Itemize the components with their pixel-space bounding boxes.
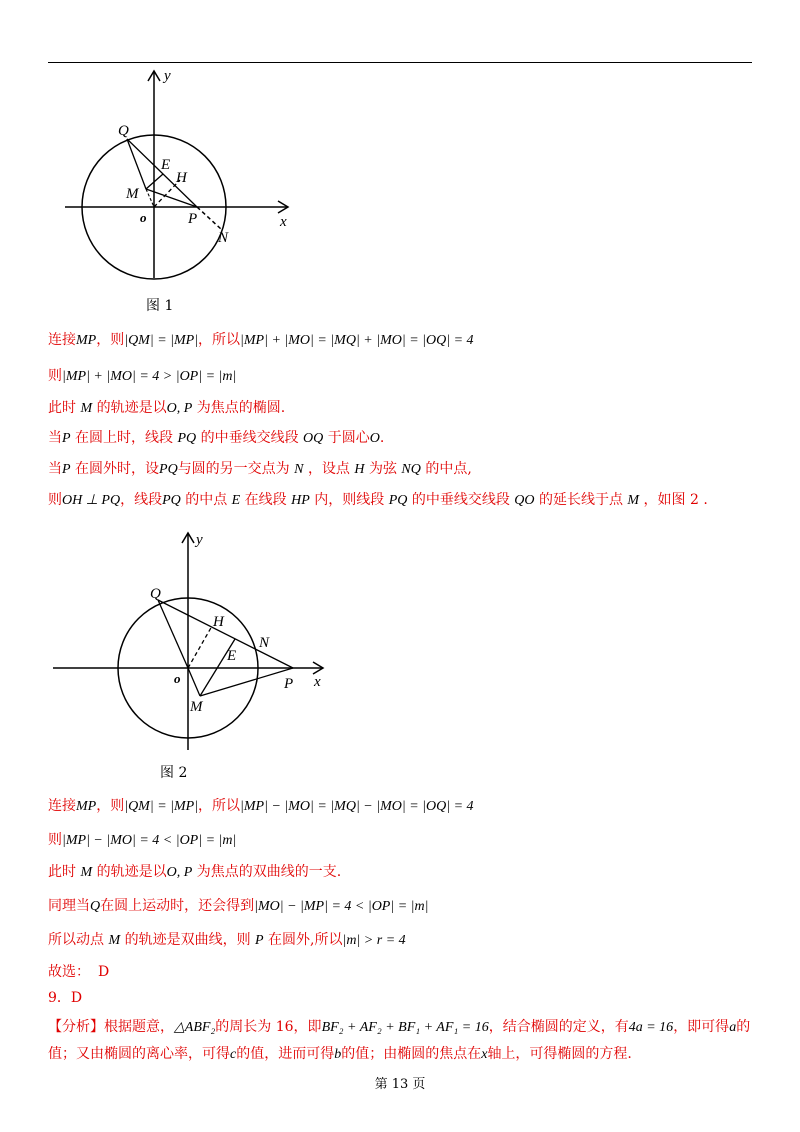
figure-2-caption: 图 2	[160, 765, 188, 781]
label-e: E	[227, 648, 237, 664]
label-p: P	[284, 676, 294, 692]
figure-2	[50, 528, 340, 753]
b2-line-4: 同理当Q在圆上运动时，还会得到|MO| − |MP| = 4 < |OP| = |m|	[48, 898, 429, 914]
segment-qo	[158, 600, 188, 668]
label-n: N	[259, 635, 270, 651]
b2-line-5: 所以动点 M 的轨迹是双曲线，则 P 在圆外,所以|m| > r = 4	[48, 932, 406, 948]
label-o: o	[140, 210, 147, 225]
segment-oh	[188, 626, 212, 668]
segment-qm	[127, 139, 146, 189]
segment-om	[188, 668, 200, 696]
b1-line-2: 则|MP| + |MO| = 4 > |OP| = |m|	[48, 368, 237, 384]
figure-1-diagram	[60, 66, 300, 286]
label-q: Q	[118, 123, 129, 139]
b1-line-4: 当P 在圆上时，线段 PQ 的中垂线交线段 OQ 于圆心O.	[48, 430, 385, 446]
label-h: H	[176, 170, 187, 186]
b1-line-1: 连接MP，则|QM| = |MP|，所以|MP| + |MO| = |MQ| + |MO| = |OQ| = 4	[48, 332, 474, 348]
page-number: 第 13 页	[374, 1077, 426, 1092]
b2-answer: 故选： D	[48, 964, 110, 980]
segment-pn	[197, 207, 221, 229]
label-n: N	[218, 230, 229, 246]
figure-1	[60, 66, 300, 286]
b2-line-2: 则|MP| − |MO| = 4 < |OP| = |m|	[48, 832, 237, 848]
b1-line-6: 则OH ⊥ PQ，线段PQ 的中点 E 在线段 HP 内，则线段 PQ 的中垂线交线段 QO 的延长线于点 M ，如图 2 .	[48, 492, 708, 508]
figure-1-caption: 图 1	[146, 298, 174, 314]
figure-2-diagram	[50, 528, 340, 753]
label-m: M	[126, 186, 139, 202]
label-h: H	[213, 614, 224, 630]
b2-line-1: 连接MP，则|QM| = |MP|，所以|MP| − |MO| = |MQ| − |MO| = |OQ| = 4	[48, 798, 474, 814]
label-x: x	[314, 674, 321, 690]
q9-analysis: 【分析】根据题意，△ABF₂的周长为 16，即BF₂ + AF₂ + BF₁ + AF₁ = 16，结合椭圆的定义，有4a = 16，即可得a的值；又由椭圆的离心率，可得c的值，进而可得b的值；由椭圆的焦点在x轴上，可得椭圆的方程.	[48, 1019, 751, 1062]
b1-line-5: 当P 在圆外时，设PQ与圆的另一交点为 N ，设点 H 为弦 NQ 的中点,	[48, 461, 472, 477]
label-x: x	[280, 214, 287, 230]
label-y: y	[164, 68, 171, 84]
label-p: P	[188, 211, 198, 227]
header-rule	[48, 62, 752, 63]
label-q: Q	[150, 586, 161, 602]
q9-number: 9．D	[48, 990, 83, 1006]
label-m: M	[190, 699, 203, 715]
b1-line-3: 此时 M 的轨迹是以O, P 为焦点的椭圆.	[48, 400, 286, 416]
label-o: o	[174, 671, 181, 686]
label-y: y	[196, 532, 203, 548]
label-e: E	[161, 157, 171, 173]
segment-qp	[158, 600, 293, 668]
b2-line-3: 此时 M 的轨迹是以O, P 为焦点的双曲线的一支.	[48, 864, 342, 880]
